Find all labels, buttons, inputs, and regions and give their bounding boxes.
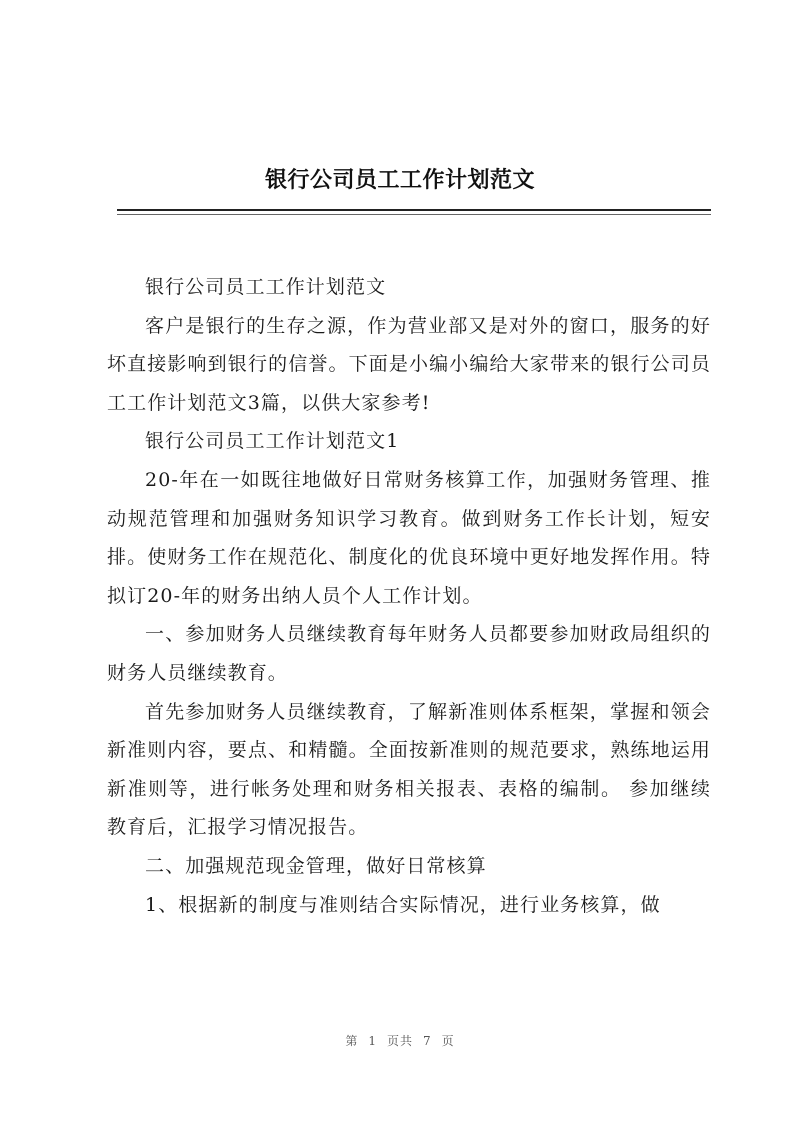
paragraph-intro: 客户是银行的生存之源，作为营业部又是对外的窗口，服务的好坏直接影响到银行的信誉。下面是小编小编给大家带来的银行公司员工工作计划范文3篇，以供大家参考! xyxy=(107,314,711,414)
paragraph-overview: 20-年在一如既往地做好日常财务核算工作，加强财务管理、推动规范管理和加强财务知识学习教育。做到财务工作长计划，短安排。使财务工作在规范化、制度化的优良环境中更好地发挥作用。特拟订20-年的财务出纳人员个人工作计划。 xyxy=(107,468,711,607)
title-rule-thin xyxy=(117,214,711,215)
paragraph-item-one: 1、根据新的制度与准则结合实际情况，进行业务核算，做 xyxy=(145,893,661,916)
paragraph-section-two: 二、加强规范现金管理，做好日常核算 xyxy=(145,854,487,877)
title-rule xyxy=(117,209,711,211)
paragraph-subheading: 银行公司员工工作计划范文1 xyxy=(145,430,400,453)
paragraph-continuing-education: 首先参加财务人员继续教育，了解新准则体系框架，掌握和领会新准则内容，要点、和精髓。全面按新准则的规范要求，熟练地运用新准则等，进行帐务处理和财务相关报表、表格的编制。 参加继续教育后，汇报学习情况报告。 xyxy=(107,700,711,839)
page-footer xyxy=(0,1032,800,1049)
document-body xyxy=(107,268,711,924)
footer-label-ye: 页 xyxy=(441,1034,455,1048)
footer-total-pages: 7 xyxy=(423,1034,432,1048)
footer-label-ye-gong: 页共 xyxy=(386,1034,413,1048)
footer-label-di: 第 xyxy=(345,1034,359,1048)
document-title: 银行公司员工工作计划范文 xyxy=(264,167,535,193)
footer-page-number: 1 xyxy=(368,1034,377,1048)
paragraph-section-one: 一、参加财务人员继续教育每年财务人员都要参加财政局组织的财务人员继续教育。 xyxy=(107,623,711,684)
paragraph-heading: 银行公司员工工作计划范文 xyxy=(145,276,387,298)
